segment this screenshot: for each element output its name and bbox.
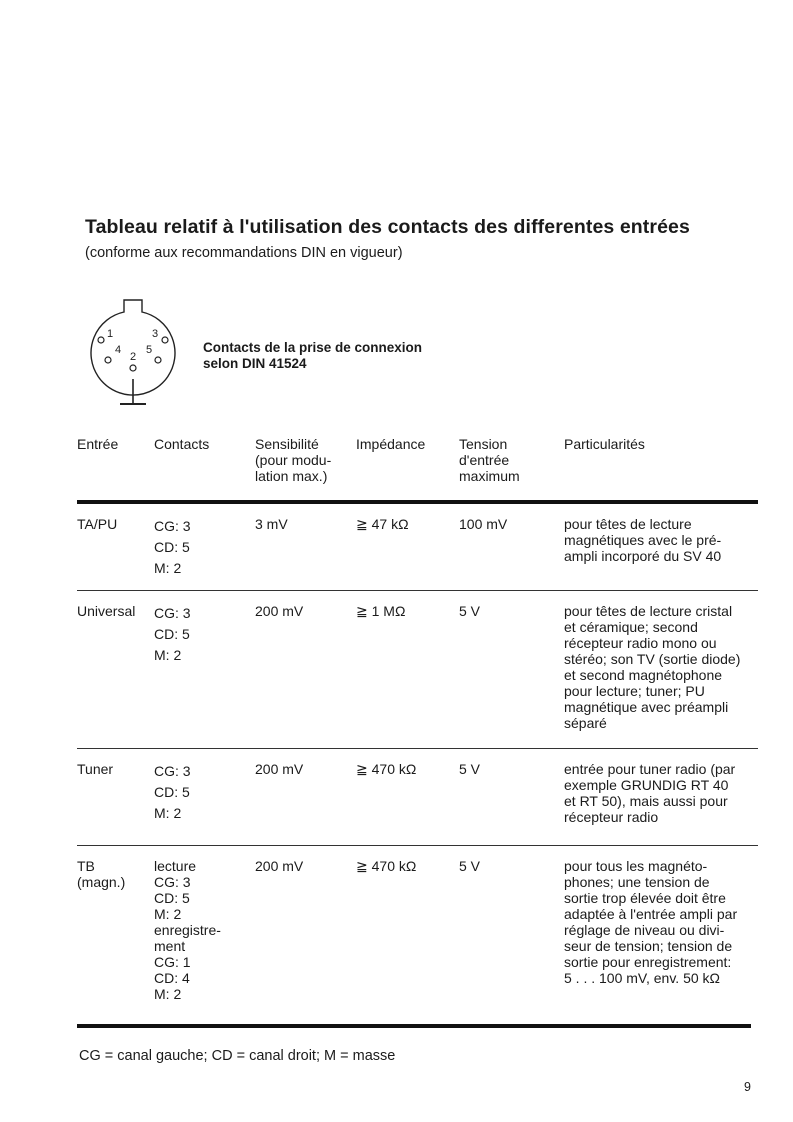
cell-impedance: ≧ 47 kΩ — [356, 502, 459, 591]
contact-line: CG: 3 — [154, 874, 191, 890]
entree-line: (magn.) — [77, 874, 126, 890]
contact-line: CG: 3 — [154, 763, 191, 779]
connector-caption-line1: Contacts de la prise de connexion — [203, 340, 423, 355]
particularite-line: pour lecture; tuner; PU — [564, 683, 705, 699]
cell-impedance: ≧ 470 kΩ — [356, 858, 417, 874]
cell-impedance: ≧ 470 kΩ — [356, 749, 459, 846]
particularite-line: magnétique avec préampli — [564, 699, 729, 715]
pin-3-hole — [162, 337, 168, 343]
contact-line: enregistre- — [154, 922, 221, 938]
particularite-line: et céramique; second — [564, 619, 698, 635]
col-header-sensibilite-line: (pour modu- — [255, 452, 332, 468]
col-header-contacts: Contacts — [154, 436, 255, 502]
cell-entree: Universal — [77, 591, 154, 749]
contact-line: CD: 5 — [154, 539, 190, 555]
page-title: Tableau relatif à l'utilisation des contacts des differentes entrées — [85, 216, 690, 238]
cell-entree: TA/PU — [77, 502, 154, 591]
pin-4-label: 4 — [115, 344, 122, 356]
contact-line: CD: 5 — [154, 890, 190, 906]
cell-contacts — [154, 749, 255, 846]
col-header-sensibilite-line: Sensibilité — [255, 436, 319, 452]
contact-line: ment — [154, 938, 186, 954]
pin-4-hole — [105, 357, 111, 363]
cell-tension: 5 V — [459, 858, 481, 874]
table-header-row — [77, 436, 758, 502]
particularite-line: exemple GRUNDIG RT 40 — [564, 777, 729, 793]
cell-sensibilite: 200 mV — [255, 591, 356, 749]
table-bottom-rule — [77, 1024, 751, 1028]
particularite-line: réglage de niveau ou divi- — [564, 922, 725, 938]
contact-line: CD: 4 — [154, 970, 190, 986]
col-header-sensibilite-line: lation max.) — [255, 468, 328, 484]
abbreviation-legend: CG = canal gauche; CD = canal droit; M = masse — [79, 1048, 396, 1064]
col-header-tension-line: d'entrée — [459, 452, 510, 468]
cell-particularites — [564, 846, 758, 1027]
pin-3-label: 3 — [152, 328, 159, 340]
col-header-entree: Entrée — [77, 436, 154, 502]
cell-sensibilite: 200 mV — [255, 749, 356, 846]
particularite-line: récepteur radio mono ou — [564, 635, 717, 651]
particularite-line: séparé — [564, 715, 607, 731]
contact-line: M: 2 — [154, 560, 182, 576]
pin-2-label: 2 — [130, 351, 137, 363]
particularite-line: pour têtes de lecture cristal — [564, 603, 733, 619]
pin-5-hole — [155, 357, 161, 363]
cell-sensibilite: 3 mV — [255, 502, 356, 591]
particularite-line: 5 . . . 100 mV, env. 50 kΩ — [564, 970, 720, 986]
particularite-line: sortie trop élevée doit être — [564, 890, 726, 906]
particularite-line: pour têtes de lecture — [564, 516, 692, 532]
cell-particularites — [564, 591, 758, 749]
contact-line: CG: 3 — [154, 518, 191, 534]
contact-line: CG: 3 — [154, 605, 191, 621]
cell-tension: 5 V — [459, 749, 564, 846]
particularite-line: adaptée à l'entrée ampli par — [564, 906, 738, 922]
cell-entree: Tuner — [77, 749, 154, 846]
contact-line: M: 2 — [154, 647, 182, 663]
cell-tension: 100 mV — [459, 502, 564, 591]
connector-caption-line2: selon DIN 41524 — [203, 356, 307, 371]
entree-line: TB — [77, 858, 95, 874]
contact-line: lecture — [154, 858, 197, 874]
cell-contacts — [154, 846, 255, 1027]
cell-contacts — [154, 502, 255, 591]
contact-line: CD: 5 — [154, 784, 190, 800]
col-header-tension-line: Tension — [459, 436, 508, 452]
contact-line: M: 2 — [154, 805, 182, 821]
particularite-line: sortie pour enregistrement: — [564, 954, 732, 970]
pin-5-label: 5 — [146, 344, 153, 356]
particularite-line: phones; une tension de — [564, 874, 710, 890]
col-header-impedance: Impédance — [356, 436, 459, 502]
table-row-universal — [77, 591, 758, 749]
particularite-line: et second magnétophone — [564, 667, 723, 683]
contact-line: M: 2 — [154, 986, 182, 1002]
particularite-line: pour tous les magnéto- — [564, 858, 708, 874]
particularite-line: récepteur radio — [564, 809, 659, 825]
cell-particularites — [564, 502, 758, 591]
particularite-line: stéréo; son TV (sortie diode) — [564, 651, 741, 667]
particularite-line: seur de tension; tension de — [564, 938, 733, 954]
contact-line: CD: 5 — [154, 626, 190, 642]
particularite-line: entrée pour tuner radio (par — [564, 761, 736, 777]
col-header-tension — [459, 436, 564, 502]
particularite-line: et RT 50), mais aussi pour — [564, 793, 728, 809]
table-row-tb-magn — [77, 846, 758, 1027]
col-header-tension-line: maximum — [459, 468, 520, 484]
cell-sensibilite: 200 mV — [255, 858, 304, 874]
contact-line: CG: 1 — [154, 954, 191, 970]
col-header-particularites: Particularités — [564, 436, 758, 502]
pin-1-label: 1 — [107, 328, 114, 340]
cell-tension: 5 V — [459, 591, 564, 749]
cell-contacts — [154, 591, 255, 749]
page-subtitle: (conforme aux recommandations DIN en vigueur) — [85, 245, 403, 261]
contact-line: M: 2 — [154, 906, 182, 922]
cell-impedance: ≧ 1 MΩ — [356, 591, 459, 749]
cell-entree — [77, 846, 154, 1027]
table-row-ta-pu — [77, 502, 758, 591]
cell-particularites — [564, 749, 758, 846]
particularite-line: magnétiques avec le pré- — [564, 532, 722, 548]
din-contacts-table — [77, 436, 758, 1026]
page-number: 9 — [744, 1080, 751, 1094]
particularite-line: ampli incorporé du SV 40 — [564, 548, 722, 564]
connector-caption — [203, 340, 422, 372]
pin-2-hole — [130, 365, 136, 371]
din-connector-diagram — [88, 298, 178, 408]
col-header-sensibilite — [255, 436, 356, 502]
pin-1-hole — [98, 337, 104, 343]
table-row-tuner — [77, 749, 758, 846]
